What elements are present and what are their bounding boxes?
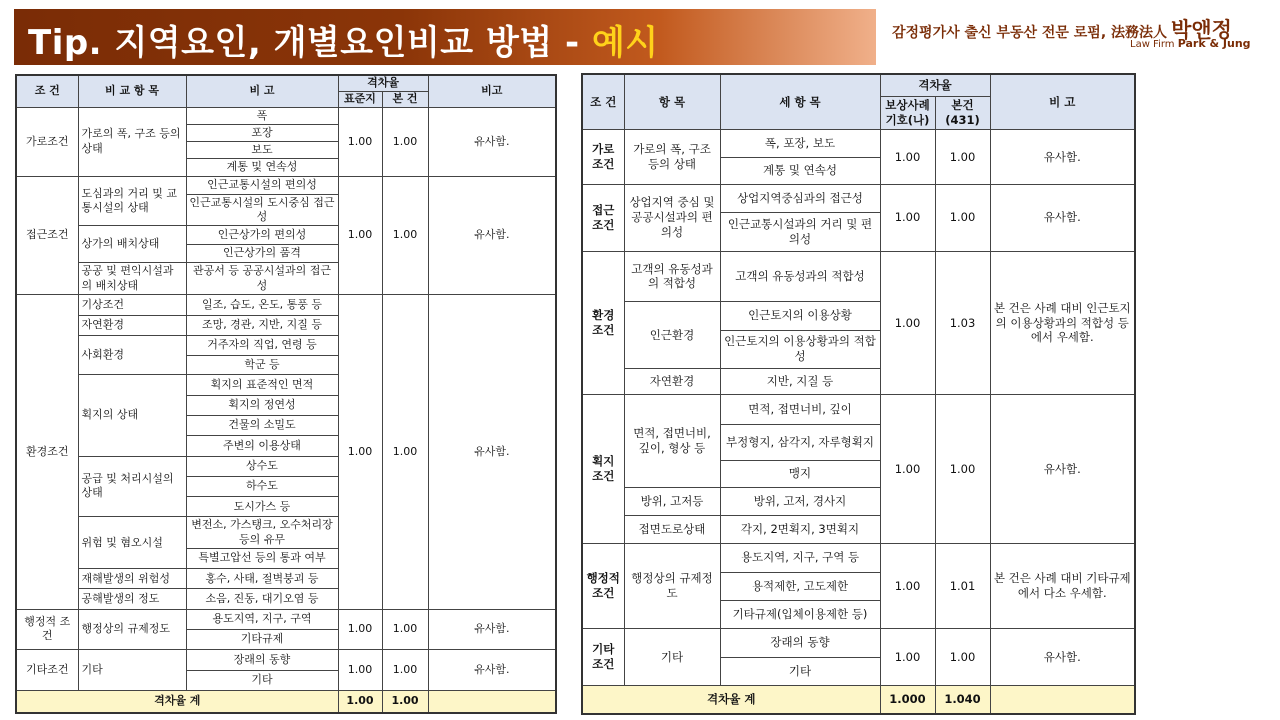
total-standard: 1.00: [338, 690, 382, 713]
item-cell: 가로의 폭, 구조 등의 상태: [78, 107, 186, 176]
rate-standard-cell: 1.00: [338, 107, 382, 176]
header-rate-case: 보상사례 기호(나): [880, 96, 935, 129]
rate-subject-cell: 1.00: [382, 650, 428, 691]
detail-cell: 용도지역, 지구, 구역 등: [720, 544, 880, 572]
detail-cell: 각지, 2면획지, 3면획지: [720, 515, 880, 543]
rate-subject-cell: 1.00: [382, 176, 428, 295]
rate-subject-cell: 1.03: [935, 251, 990, 395]
note-cell: 유사함.: [428, 650, 556, 691]
detail-cell: 장래의 동향: [720, 629, 880, 657]
table-row: [16, 107, 556, 124]
table-header-row: [582, 74, 1135, 96]
rate-case-cell: 1.00: [880, 629, 935, 686]
rate-standard-cell: 1.00: [338, 295, 382, 609]
header-detail: 세 항 목: [720, 74, 880, 130]
detail-cell: 지반, 지질 등: [720, 369, 880, 395]
header-detail: 비 고: [186, 75, 338, 107]
table-row: [16, 650, 556, 670]
header-rate: 격차율: [880, 74, 990, 96]
item-cell: 고객의 유동성과의 적합성: [624, 251, 720, 302]
total-row: [16, 690, 556, 713]
detail-cell: 용도지역, 지구, 구역: [186, 609, 338, 629]
detail-cell: 관공서 등 공공시설과의 접근성: [186, 262, 338, 294]
note-cell: 유사함.: [990, 130, 1135, 185]
header-rate-standard: 표준지: [338, 91, 382, 107]
condition-cell: 행정적 조건: [582, 544, 624, 629]
detail-cell: 인근상가의 품격: [186, 244, 338, 262]
firm-tagline-text: 감정평가사 출신 부동산 전문 로펌, 法務法人: [892, 25, 1168, 41]
detail-cell: 부정형지, 삼각지, 자루형획지: [720, 424, 880, 460]
condition-cell: 기타조건: [16, 650, 78, 691]
detail-cell: 폭, 포장, 보도: [720, 130, 880, 157]
rate-subject-cell: 1.00: [382, 107, 428, 176]
detail-cell: 일조, 습도, 온도, 통풍 등: [186, 295, 338, 315]
detail-cell: 면적, 접면너비, 깊이: [720, 395, 880, 424]
firm-subtitle: [1130, 37, 1251, 50]
rate-subject-cell: 1.00: [382, 295, 428, 609]
detail-cell: 기타규제(입체이용제한 등): [720, 600, 880, 628]
note-cell: 본 건은 사례 대비 인근토지의 이용상황과의 적합성 등에서 우세함.: [990, 251, 1135, 395]
detail-cell: 건물의 소밀도: [186, 416, 338, 436]
detail-cell: 인근교통시설의 편의성: [186, 176, 338, 194]
rate-subject-cell: 1.00: [935, 629, 990, 686]
condition-cell: 접근 조건: [582, 184, 624, 251]
detail-cell: 변전소, 가스탱크, 오수처리장 등의 유무: [186, 517, 338, 548]
table-row: [16, 176, 556, 194]
detail-cell: 학군 등: [186, 356, 338, 375]
condition-cell: 기타 조건: [582, 629, 624, 686]
item-cell: 자연환경: [78, 315, 186, 335]
rate-case-cell: 1.00: [880, 544, 935, 629]
rate-case-cell: 1.00: [880, 184, 935, 251]
item-cell: 위험 및 혐오시설: [78, 517, 186, 569]
condition-cell: 행정적 조건: [16, 609, 78, 650]
note-cell: 본 건은 사례 대비 기타규제에서 다소 우세함.: [990, 544, 1135, 629]
detail-cell: 인근토지의 이용상황과의 적합성: [720, 330, 880, 368]
condition-cell: 가로 조건: [582, 130, 624, 185]
note-cell: 유사함.: [428, 107, 556, 176]
detail-cell: 보도: [186, 142, 338, 159]
detail-cell: 획지의 표준적인 면적: [186, 375, 338, 395]
item-cell: 상가의 배치상태: [78, 226, 186, 263]
rate-case-cell: 1.00: [880, 395, 935, 544]
title-highlight: 예시: [591, 23, 659, 63]
detail-cell: 장래의 동향: [186, 650, 338, 670]
rate-subject-cell: 1.01: [935, 544, 990, 629]
note-cell: 유사함.: [990, 395, 1135, 544]
table-row: [582, 184, 1135, 212]
note-cell: 유사함.: [428, 295, 556, 609]
detail-cell: 소음, 진동, 대기오염 등: [186, 589, 338, 609]
detail-cell: 조망, 경관, 지반, 지질 등: [186, 315, 338, 335]
item-cell: 인근환경: [624, 302, 720, 369]
detail-cell: 상업지역중심과의 접근성: [720, 184, 880, 212]
note-cell: 유사함.: [990, 184, 1135, 251]
rate-subject-cell: 1.00: [935, 130, 990, 185]
item-cell: 도심과의 거리 및 교통시설의 상태: [78, 176, 186, 226]
item-cell: 면적, 접면너비, 깊이, 형상 등: [624, 395, 720, 487]
detail-cell: 기타규제: [186, 629, 338, 649]
item-cell: 재해발생의 위험성: [78, 569, 186, 589]
title-text: Tip. 지역요인, 개별요인비교 방법 -: [28, 23, 592, 63]
total-label: 격차율 계: [582, 685, 880, 714]
title-banner: [14, 9, 876, 65]
table-row: [16, 295, 556, 315]
detail-cell: 방위, 고저, 경사지: [720, 487, 880, 515]
item-cell: 공해발생의 정도: [78, 589, 186, 609]
total-note: [990, 685, 1135, 714]
header-note: 비 고: [990, 74, 1135, 130]
note-cell: 유사함.: [428, 609, 556, 650]
item-cell: 가로의 폭, 구조 등의 상태: [624, 130, 720, 185]
detail-cell: 도시가스 등: [186, 497, 338, 517]
detail-cell: 획지의 정연성: [186, 395, 338, 415]
detail-cell: 고객의 유동성과의 적합성: [720, 251, 880, 302]
total-row: [582, 685, 1135, 714]
header-rate: 격차율: [338, 75, 428, 91]
rate-case-cell: 1.00: [880, 251, 935, 395]
firm-sub-name: Park & Jung: [1177, 37, 1251, 50]
item-cell: 접면도로상태: [624, 515, 720, 543]
detail-cell: 인근상가의 편의성: [186, 226, 338, 244]
header-item: 비 교 항 목: [78, 75, 186, 107]
page-title: [28, 15, 659, 64]
condition-cell: 접근조건: [16, 176, 78, 295]
detail-cell: 기타: [720, 657, 880, 685]
condition-cell: 획지 조건: [582, 395, 624, 544]
item-cell: 행정상의 규제정도: [78, 609, 186, 650]
item-cell: 획지의 상태: [78, 375, 186, 456]
header-note: 비고: [428, 75, 556, 107]
item-cell: 상업지역 중심 및 공공시설과의 편의성: [624, 184, 720, 251]
header-condition: 조 건: [582, 74, 624, 130]
item-cell: 기타: [624, 629, 720, 686]
detail-cell: 홍수, 사태, 절벽붕괴 등: [186, 569, 338, 589]
header-rate-subject: 본 건: [382, 91, 428, 107]
item-cell: 자연환경: [624, 369, 720, 395]
firm-sub-prefix: Law Firm: [1130, 39, 1175, 50]
detail-cell: 특별고압선 등의 통과 여부: [186, 548, 338, 568]
detail-cell: 포장: [186, 124, 338, 141]
detail-cell: 인근교통시설과의 거리 및 편의성: [720, 213, 880, 251]
total-label: 격차율 계: [16, 690, 338, 713]
item-cell: 방위, 고저등: [624, 487, 720, 515]
left-comparison-table: [15, 74, 557, 714]
detail-cell: 거주자의 직업, 연령 등: [186, 335, 338, 355]
rate-standard-cell: 1.00: [338, 650, 382, 691]
detail-cell: 인근교통시설의 도시중심 접근성: [186, 194, 338, 225]
condition-cell: 환경조건: [16, 295, 78, 609]
total-subject: 1.00: [382, 690, 428, 713]
detail-cell: 주변의 이용상태: [186, 436, 338, 456]
item-cell: 공공 및 편익시설과의 배치상태: [78, 262, 186, 294]
item-cell: 기타: [78, 650, 186, 691]
detail-cell: 계통 및 연속성: [186, 159, 338, 176]
rate-standard-cell: 1.00: [338, 176, 382, 295]
table-row: [582, 130, 1135, 157]
table-row: [582, 629, 1135, 657]
total-case: 1.000: [880, 685, 935, 714]
header-condition: 조 건: [16, 75, 78, 107]
total-subject: 1.040: [935, 685, 990, 714]
condition-cell: 환경 조건: [582, 251, 624, 395]
detail-cell: 폭: [186, 107, 338, 124]
condition-cell: 가로조건: [16, 107, 78, 176]
rate-subject-cell: 1.00: [935, 184, 990, 251]
table-row: [582, 251, 1135, 302]
rate-case-cell: 1.00: [880, 130, 935, 185]
item-cell: 공급 및 처리시설의 상태: [78, 456, 186, 517]
table-row: [582, 544, 1135, 572]
table-row: [582, 395, 1135, 424]
total-note: [428, 690, 556, 713]
detail-cell: 하수도: [186, 476, 338, 496]
rate-standard-cell: 1.00: [338, 609, 382, 650]
right-comparison-table: [581, 73, 1136, 715]
rate-subject-cell: 1.00: [935, 395, 990, 544]
detail-cell: 기타: [186, 670, 338, 690]
note-cell: 유사함.: [990, 629, 1135, 686]
detail-cell: 상수도: [186, 456, 338, 476]
note-cell: 유사함.: [428, 176, 556, 295]
rate-subject-cell: 1.00: [382, 609, 428, 650]
detail-cell: 인근토지의 이용상황: [720, 302, 880, 330]
detail-cell: 용적제한, 고도제한: [720, 572, 880, 600]
item-cell: 행정상의 규제정도: [624, 544, 720, 629]
header-item: 항 목: [624, 74, 720, 130]
table-row: [16, 609, 556, 629]
table-header-row: [16, 75, 556, 91]
detail-cell: 맹지: [720, 461, 880, 487]
header-rate-subject: 본건 (431): [935, 96, 990, 129]
item-cell: 사회환경: [78, 335, 186, 375]
detail-cell: 계통 및 연속성: [720, 157, 880, 184]
item-cell: 기상조건: [78, 295, 186, 315]
firm-name: 박앤정: [1171, 18, 1232, 42]
